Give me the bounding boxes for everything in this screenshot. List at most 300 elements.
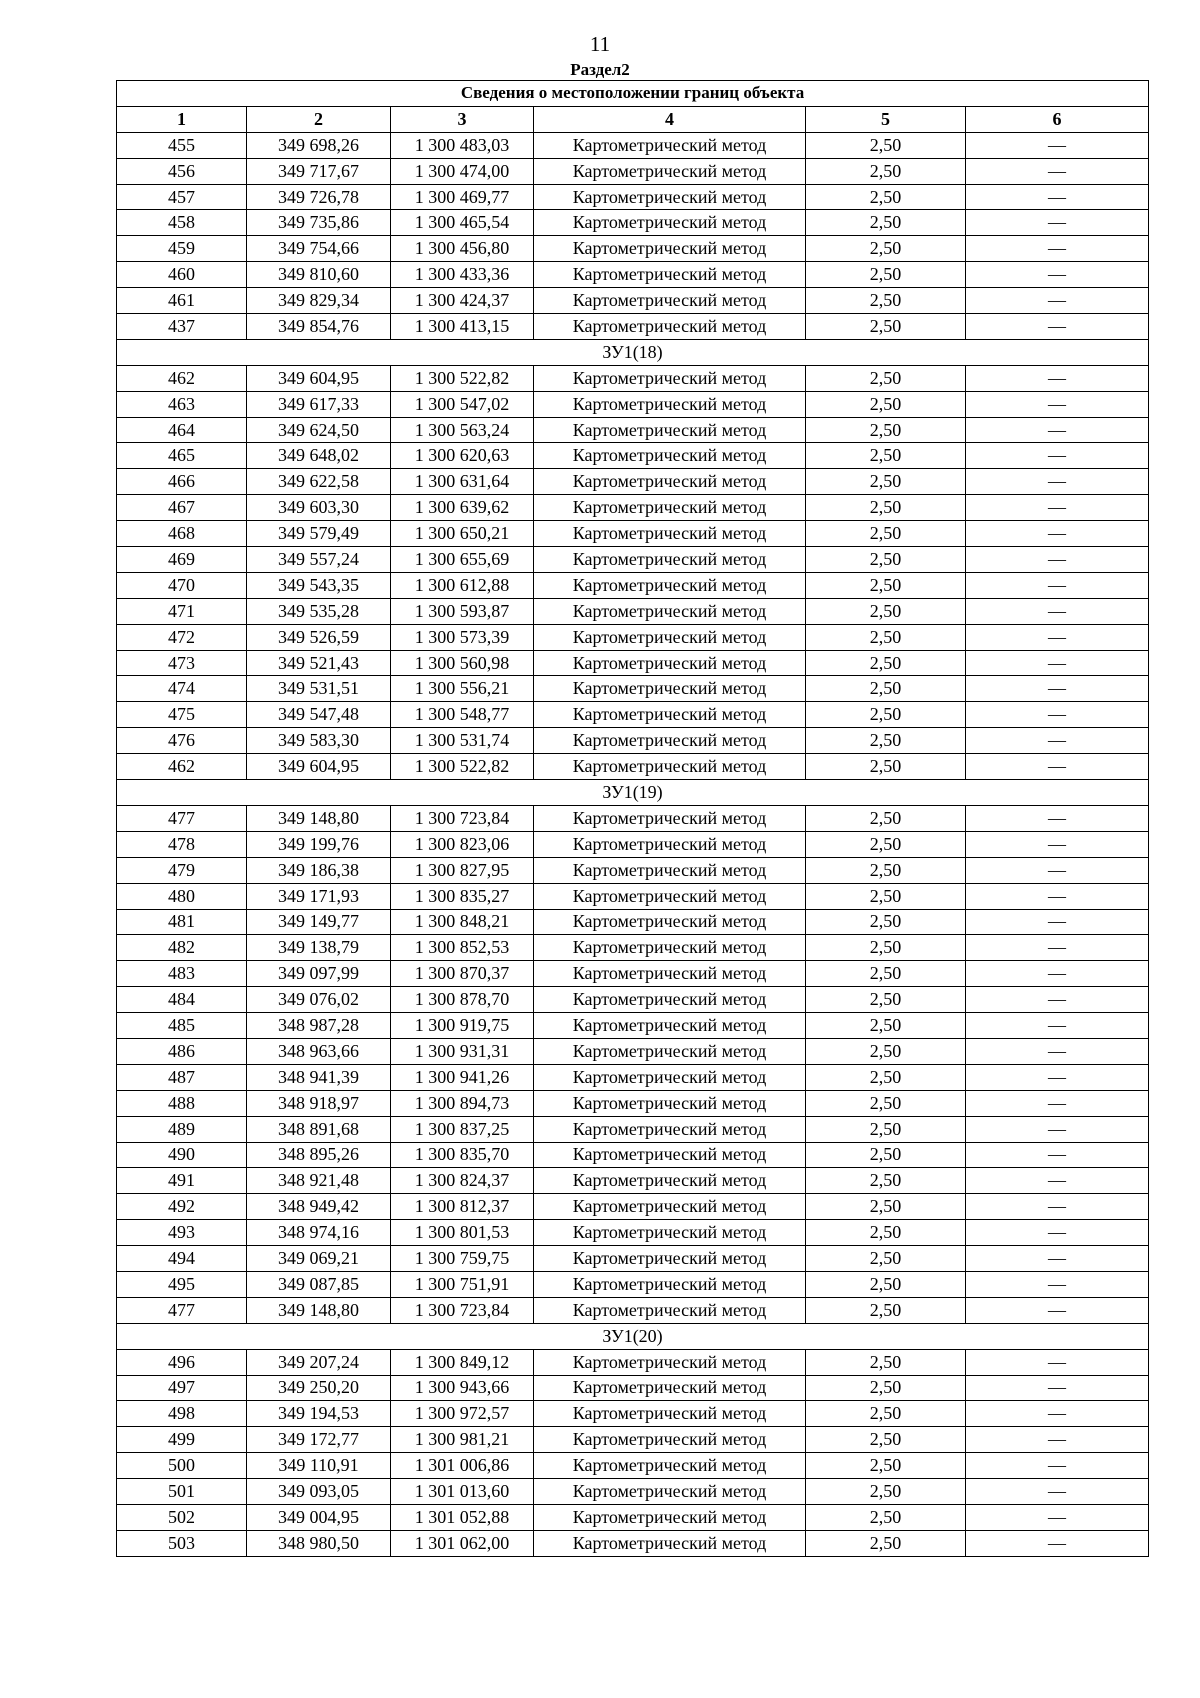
accuracy-cell: 2,50 (806, 935, 966, 961)
table-row (117, 184, 1149, 210)
method-cell: Картометрический метод (534, 935, 806, 961)
group-label: ЗУ1(20) (117, 1323, 1149, 1349)
x-coordinate-cell: 349 735,86 (247, 210, 391, 236)
y-coordinate-cell: 1 300 835,70 (391, 1142, 534, 1168)
point-number-cell: 472 (117, 624, 247, 650)
description-cell: — (966, 1064, 1149, 1090)
accuracy-cell: 2,50 (806, 676, 966, 702)
table-row (117, 987, 1149, 1013)
accuracy-cell: 2,50 (806, 1271, 966, 1297)
point-number-cell: 476 (117, 728, 247, 754)
method-cell: Картометрический метод (534, 1064, 806, 1090)
description-cell: — (966, 1427, 1149, 1453)
method-cell: Картометрический метод (534, 417, 806, 443)
accuracy-cell: 2,50 (806, 1427, 966, 1453)
point-number-cell: 460 (117, 262, 247, 288)
table-row (117, 1142, 1149, 1168)
boundary-coordinates-table (116, 80, 1149, 1557)
x-coordinate-cell: 349 648,02 (247, 443, 391, 469)
x-coordinate-cell: 349 698,26 (247, 132, 391, 158)
table-row (117, 728, 1149, 754)
accuracy-cell: 2,50 (806, 572, 966, 598)
method-cell: Картометрический метод (534, 469, 806, 495)
point-number-cell: 487 (117, 1064, 247, 1090)
description-cell: — (966, 1297, 1149, 1323)
point-number-cell: 462 (117, 754, 247, 780)
description-cell: — (966, 391, 1149, 417)
description-cell: — (966, 1168, 1149, 1194)
method-cell: Картометрический метод (534, 909, 806, 935)
accuracy-cell: 2,50 (806, 1090, 966, 1116)
method-cell: Картометрический метод (534, 676, 806, 702)
description-cell: — (966, 210, 1149, 236)
method-cell: Картометрический метод (534, 1479, 806, 1505)
y-coordinate-cell: 1 300 943,66 (391, 1375, 534, 1401)
description-cell: — (966, 1479, 1149, 1505)
method-cell: Картометрический метод (534, 883, 806, 909)
table-caption: Сведения о местоположении границ объекта (117, 81, 1149, 107)
description-cell: — (966, 184, 1149, 210)
description-cell: — (966, 521, 1149, 547)
accuracy-cell: 2,50 (806, 158, 966, 184)
y-coordinate-cell: 1 300 474,00 (391, 158, 534, 184)
table-row (117, 1194, 1149, 1220)
description-cell: — (966, 702, 1149, 728)
description-cell: — (966, 132, 1149, 158)
method-cell: Картометрический метод (534, 598, 806, 624)
method-cell: Картометрический метод (534, 262, 806, 288)
y-coordinate-cell: 1 300 759,75 (391, 1246, 534, 1272)
table-row (117, 547, 1149, 573)
method-cell: Картометрический метод (534, 391, 806, 417)
x-coordinate-cell: 349 624,50 (247, 417, 391, 443)
method-cell: Картометрический метод (534, 831, 806, 857)
x-coordinate-cell: 348 895,26 (247, 1142, 391, 1168)
method-cell: Картометрический метод (534, 1401, 806, 1427)
point-number-cell: 481 (117, 909, 247, 935)
table-row (117, 1116, 1149, 1142)
accuracy-cell: 2,50 (806, 1504, 966, 1530)
group-label: ЗУ1(19) (117, 780, 1149, 806)
x-coordinate-cell: 348 974,16 (247, 1220, 391, 1246)
table-row (117, 1297, 1149, 1323)
accuracy-cell: 2,50 (806, 831, 966, 857)
method-cell: Картометрический метод (534, 158, 806, 184)
point-number-cell: 500 (117, 1453, 247, 1479)
y-coordinate-cell: 1 300 852,53 (391, 935, 534, 961)
description-cell: — (966, 1530, 1149, 1556)
method-cell: Картометрический метод (534, 521, 806, 547)
table-row (117, 1401, 1149, 1427)
table-row (117, 961, 1149, 987)
table-row (117, 650, 1149, 676)
point-number-cell: 455 (117, 132, 247, 158)
point-number-cell: 496 (117, 1349, 247, 1375)
method-cell: Картометрический метод (534, 1297, 806, 1323)
accuracy-cell: 2,50 (806, 1013, 966, 1039)
group-row (117, 780, 1149, 806)
table-row (117, 1168, 1149, 1194)
method-cell: Картометрический метод (534, 1220, 806, 1246)
x-coordinate-cell: 348 980,50 (247, 1530, 391, 1556)
description-cell: — (966, 314, 1149, 340)
accuracy-cell: 2,50 (806, 495, 966, 521)
accuracy-cell: 2,50 (806, 210, 966, 236)
description-cell: — (966, 676, 1149, 702)
point-number-cell: 489 (117, 1116, 247, 1142)
point-number-cell: 464 (117, 417, 247, 443)
method-cell: Картометрический метод (534, 495, 806, 521)
x-coordinate-cell: 349 069,21 (247, 1246, 391, 1272)
method-cell: Картометрический метод (534, 1271, 806, 1297)
accuracy-cell: 2,50 (806, 1530, 966, 1556)
point-number-cell: 437 (117, 314, 247, 340)
description-cell: — (966, 1401, 1149, 1427)
method-cell: Картометрический метод (534, 754, 806, 780)
section-title: Раздел2 (570, 60, 630, 79)
table-row (117, 857, 1149, 883)
accuracy-cell: 2,50 (806, 288, 966, 314)
y-coordinate-cell: 1 300 548,77 (391, 702, 534, 728)
description-cell: — (966, 1220, 1149, 1246)
y-coordinate-cell: 1 300 424,37 (391, 288, 534, 314)
table-row (117, 676, 1149, 702)
point-number-cell: 484 (117, 987, 247, 1013)
description-cell: — (966, 236, 1149, 262)
description-cell: — (966, 417, 1149, 443)
accuracy-cell: 2,50 (806, 1142, 966, 1168)
x-coordinate-cell: 349 829,34 (247, 288, 391, 314)
page-number: 11 (589, 32, 611, 56)
accuracy-cell: 2,50 (806, 365, 966, 391)
point-number-cell: 499 (117, 1427, 247, 1453)
table-row (117, 598, 1149, 624)
column-header: 5 (806, 106, 966, 132)
point-number-cell: 486 (117, 1038, 247, 1064)
point-number-cell: 465 (117, 443, 247, 469)
method-cell: Картометрический метод (534, 702, 806, 728)
x-coordinate-cell: 349 622,58 (247, 469, 391, 495)
accuracy-cell: 2,50 (806, 1246, 966, 1272)
table-row (117, 210, 1149, 236)
method-cell: Картометрический метод (534, 805, 806, 831)
accuracy-cell: 2,50 (806, 314, 966, 340)
y-coordinate-cell: 1 301 052,88 (391, 1504, 534, 1530)
description-cell: — (966, 909, 1149, 935)
description-cell: — (966, 1246, 1149, 1272)
accuracy-cell: 2,50 (806, 961, 966, 987)
group-row (117, 339, 1149, 365)
method-cell: Картометрический метод (534, 1038, 806, 1064)
x-coordinate-cell: 349 543,35 (247, 572, 391, 598)
y-coordinate-cell: 1 300 824,37 (391, 1168, 534, 1194)
accuracy-cell: 2,50 (806, 236, 966, 262)
y-coordinate-cell: 1 300 522,82 (391, 365, 534, 391)
x-coordinate-cell: 349 207,24 (247, 1349, 391, 1375)
point-number-cell: 467 (117, 495, 247, 521)
y-coordinate-cell: 1 301 013,60 (391, 1479, 534, 1505)
method-cell: Картометрический метод (534, 987, 806, 1013)
table-row (117, 1349, 1149, 1375)
x-coordinate-cell: 348 921,48 (247, 1168, 391, 1194)
description-cell: — (966, 754, 1149, 780)
point-number-cell: 485 (117, 1013, 247, 1039)
point-number-cell: 466 (117, 469, 247, 495)
y-coordinate-cell: 1 300 465,54 (391, 210, 534, 236)
group-label: ЗУ1(18) (117, 339, 1149, 365)
x-coordinate-cell: 349 076,02 (247, 987, 391, 1013)
method-cell: Картометрический метод (534, 365, 806, 391)
point-number-cell: 470 (117, 572, 247, 598)
description-cell: — (966, 1453, 1149, 1479)
accuracy-cell: 2,50 (806, 1453, 966, 1479)
point-number-cell: 498 (117, 1401, 247, 1427)
table-row (117, 288, 1149, 314)
description-cell: — (966, 365, 1149, 391)
y-coordinate-cell: 1 301 062,00 (391, 1530, 534, 1556)
table-row (117, 1504, 1149, 1530)
description-cell: — (966, 1038, 1149, 1064)
y-coordinate-cell: 1 300 801,53 (391, 1220, 534, 1246)
x-coordinate-cell: 349 250,20 (247, 1375, 391, 1401)
column-header: 4 (534, 106, 806, 132)
y-coordinate-cell: 1 300 556,21 (391, 676, 534, 702)
point-number-cell: 459 (117, 236, 247, 262)
y-coordinate-cell: 1 300 547,02 (391, 391, 534, 417)
accuracy-cell: 2,50 (806, 1038, 966, 1064)
point-number-cell: 457 (117, 184, 247, 210)
y-coordinate-cell: 1 300 483,03 (391, 132, 534, 158)
y-coordinate-cell: 1 300 522,82 (391, 754, 534, 780)
y-coordinate-cell: 1 300 848,21 (391, 909, 534, 935)
accuracy-cell: 2,50 (806, 443, 966, 469)
x-coordinate-cell: 349 583,30 (247, 728, 391, 754)
x-coordinate-cell: 349 521,43 (247, 650, 391, 676)
table-row (117, 236, 1149, 262)
accuracy-cell: 2,50 (806, 987, 966, 1013)
point-number-cell: 458 (117, 210, 247, 236)
point-number-cell: 503 (117, 1530, 247, 1556)
accuracy-cell: 2,50 (806, 909, 966, 935)
accuracy-cell: 2,50 (806, 1297, 966, 1323)
y-coordinate-cell: 1 300 433,36 (391, 262, 534, 288)
y-coordinate-cell: 1 300 639,62 (391, 495, 534, 521)
method-cell: Картометрический метод (534, 1349, 806, 1375)
accuracy-cell: 2,50 (806, 184, 966, 210)
method-cell: Картометрический метод (534, 1246, 806, 1272)
accuracy-cell: 2,50 (806, 754, 966, 780)
table-row (117, 805, 1149, 831)
method-cell: Картометрический метод (534, 184, 806, 210)
x-coordinate-cell: 349 199,76 (247, 831, 391, 857)
description-cell: — (966, 547, 1149, 573)
table-row (117, 831, 1149, 857)
table-row (117, 521, 1149, 547)
point-number-cell: 480 (117, 883, 247, 909)
accuracy-cell: 2,50 (806, 598, 966, 624)
table-row (117, 443, 1149, 469)
point-number-cell: 494 (117, 1246, 247, 1272)
table-row (117, 1038, 1149, 1064)
point-number-cell: 462 (117, 365, 247, 391)
x-coordinate-cell: 349 526,59 (247, 624, 391, 650)
method-cell: Картометрический метод (534, 1427, 806, 1453)
y-coordinate-cell: 1 300 894,73 (391, 1090, 534, 1116)
table-row (117, 1453, 1149, 1479)
table-row (117, 1090, 1149, 1116)
x-coordinate-cell: 349 617,33 (247, 391, 391, 417)
accuracy-cell: 2,50 (806, 547, 966, 573)
table-row (117, 572, 1149, 598)
point-number-cell: 497 (117, 1375, 247, 1401)
table-row (117, 1271, 1149, 1297)
table-row (117, 495, 1149, 521)
accuracy-cell: 2,50 (806, 1064, 966, 1090)
accuracy-cell: 2,50 (806, 1116, 966, 1142)
x-coordinate-cell: 349 186,38 (247, 857, 391, 883)
point-number-cell: 501 (117, 1479, 247, 1505)
description-cell: — (966, 650, 1149, 676)
table-row (117, 1246, 1149, 1272)
y-coordinate-cell: 1 300 972,57 (391, 1401, 534, 1427)
x-coordinate-cell: 349 087,85 (247, 1271, 391, 1297)
table-row (117, 909, 1149, 935)
accuracy-cell: 2,50 (806, 1168, 966, 1194)
accuracy-cell: 2,50 (806, 805, 966, 831)
method-cell: Картометрический метод (534, 1013, 806, 1039)
point-number-cell: 475 (117, 702, 247, 728)
x-coordinate-cell: 349 138,79 (247, 935, 391, 961)
accuracy-cell: 2,50 (806, 521, 966, 547)
point-number-cell: 488 (117, 1090, 247, 1116)
accuracy-cell: 2,50 (806, 650, 966, 676)
description-cell: — (966, 288, 1149, 314)
y-coordinate-cell: 1 300 469,77 (391, 184, 534, 210)
y-coordinate-cell: 1 300 931,31 (391, 1038, 534, 1064)
accuracy-cell: 2,50 (806, 1194, 966, 1220)
accuracy-cell: 2,50 (806, 469, 966, 495)
table-caption-row (117, 81, 1149, 107)
column-header: 1 (117, 106, 247, 132)
y-coordinate-cell: 1 300 723,84 (391, 1297, 534, 1323)
description-cell: — (966, 1271, 1149, 1297)
x-coordinate-cell: 349 194,53 (247, 1401, 391, 1427)
point-number-cell: 491 (117, 1168, 247, 1194)
x-coordinate-cell: 349 172,77 (247, 1427, 391, 1453)
accuracy-cell: 2,50 (806, 262, 966, 288)
description-cell: — (966, 1349, 1149, 1375)
method-cell: Картометрический метод (534, 857, 806, 883)
y-coordinate-cell: 1 300 563,24 (391, 417, 534, 443)
x-coordinate-cell: 349 557,24 (247, 547, 391, 573)
x-coordinate-cell: 348 949,42 (247, 1194, 391, 1220)
y-coordinate-cell: 1 300 413,15 (391, 314, 534, 340)
y-coordinate-cell: 1 300 827,95 (391, 857, 534, 883)
x-coordinate-cell: 349 603,30 (247, 495, 391, 521)
x-coordinate-cell: 349 604,95 (247, 365, 391, 391)
x-coordinate-cell: 348 963,66 (247, 1038, 391, 1064)
method-cell: Картометрический метод (534, 728, 806, 754)
method-cell: Картометрический метод (534, 1142, 806, 1168)
y-coordinate-cell: 1 300 849,12 (391, 1349, 534, 1375)
table-row (117, 132, 1149, 158)
method-cell: Картометрический метод (534, 572, 806, 598)
y-coordinate-cell: 1 300 650,21 (391, 521, 534, 547)
x-coordinate-cell: 348 941,39 (247, 1064, 391, 1090)
table-row (117, 469, 1149, 495)
description-cell: — (966, 805, 1149, 831)
y-coordinate-cell: 1 300 812,37 (391, 1194, 534, 1220)
x-coordinate-cell: 349 148,80 (247, 1297, 391, 1323)
table-row (117, 1530, 1149, 1556)
point-number-cell: 492 (117, 1194, 247, 1220)
x-coordinate-cell: 349 149,77 (247, 909, 391, 935)
y-coordinate-cell: 1 300 631,64 (391, 469, 534, 495)
y-coordinate-cell: 1 300 835,27 (391, 883, 534, 909)
x-coordinate-cell: 349 810,60 (247, 262, 391, 288)
point-number-cell: 463 (117, 391, 247, 417)
x-coordinate-cell: 349 547,48 (247, 702, 391, 728)
point-number-cell: 482 (117, 935, 247, 961)
y-coordinate-cell: 1 300 531,74 (391, 728, 534, 754)
method-cell: Картометрический метод (534, 547, 806, 573)
y-coordinate-cell: 1 300 878,70 (391, 987, 534, 1013)
point-number-cell: 456 (117, 158, 247, 184)
accuracy-cell: 2,50 (806, 1479, 966, 1505)
x-coordinate-cell: 349 531,51 (247, 676, 391, 702)
y-coordinate-cell: 1 300 560,98 (391, 650, 534, 676)
accuracy-cell: 2,50 (806, 132, 966, 158)
table-header-row (117, 106, 1149, 132)
y-coordinate-cell: 1 300 612,88 (391, 572, 534, 598)
accuracy-cell: 2,50 (806, 883, 966, 909)
x-coordinate-cell: 349 754,66 (247, 236, 391, 262)
description-cell: — (966, 1375, 1149, 1401)
point-number-cell: 493 (117, 1220, 247, 1246)
description-cell: — (966, 1194, 1149, 1220)
table-row (117, 1220, 1149, 1246)
y-coordinate-cell: 1 301 006,86 (391, 1453, 534, 1479)
table-body (117, 132, 1149, 1556)
description-cell: — (966, 857, 1149, 883)
column-header: 6 (966, 106, 1149, 132)
accuracy-cell: 2,50 (806, 1349, 966, 1375)
point-number-cell: 461 (117, 288, 247, 314)
column-header: 3 (391, 106, 534, 132)
x-coordinate-cell: 348 918,97 (247, 1090, 391, 1116)
point-number-cell: 495 (117, 1271, 247, 1297)
method-cell: Картометрический метод (534, 1530, 806, 1556)
x-coordinate-cell: 349 097,99 (247, 961, 391, 987)
table-row (117, 883, 1149, 909)
x-coordinate-cell: 349 854,76 (247, 314, 391, 340)
point-number-cell: 478 (117, 831, 247, 857)
point-number-cell: 502 (117, 1504, 247, 1530)
x-coordinate-cell: 349 110,91 (247, 1453, 391, 1479)
table-row (117, 754, 1149, 780)
y-coordinate-cell: 1 300 456,80 (391, 236, 534, 262)
method-cell: Картометрический метод (534, 650, 806, 676)
point-number-cell: 477 (117, 1297, 247, 1323)
table-row (117, 1013, 1149, 1039)
group-row (117, 1323, 1149, 1349)
description-cell: — (966, 1142, 1149, 1168)
method-cell: Картометрический метод (534, 1194, 806, 1220)
x-coordinate-cell: 349 604,95 (247, 754, 391, 780)
method-cell: Картометрический метод (534, 961, 806, 987)
table-row (117, 1479, 1149, 1505)
y-coordinate-cell: 1 300 751,91 (391, 1271, 534, 1297)
